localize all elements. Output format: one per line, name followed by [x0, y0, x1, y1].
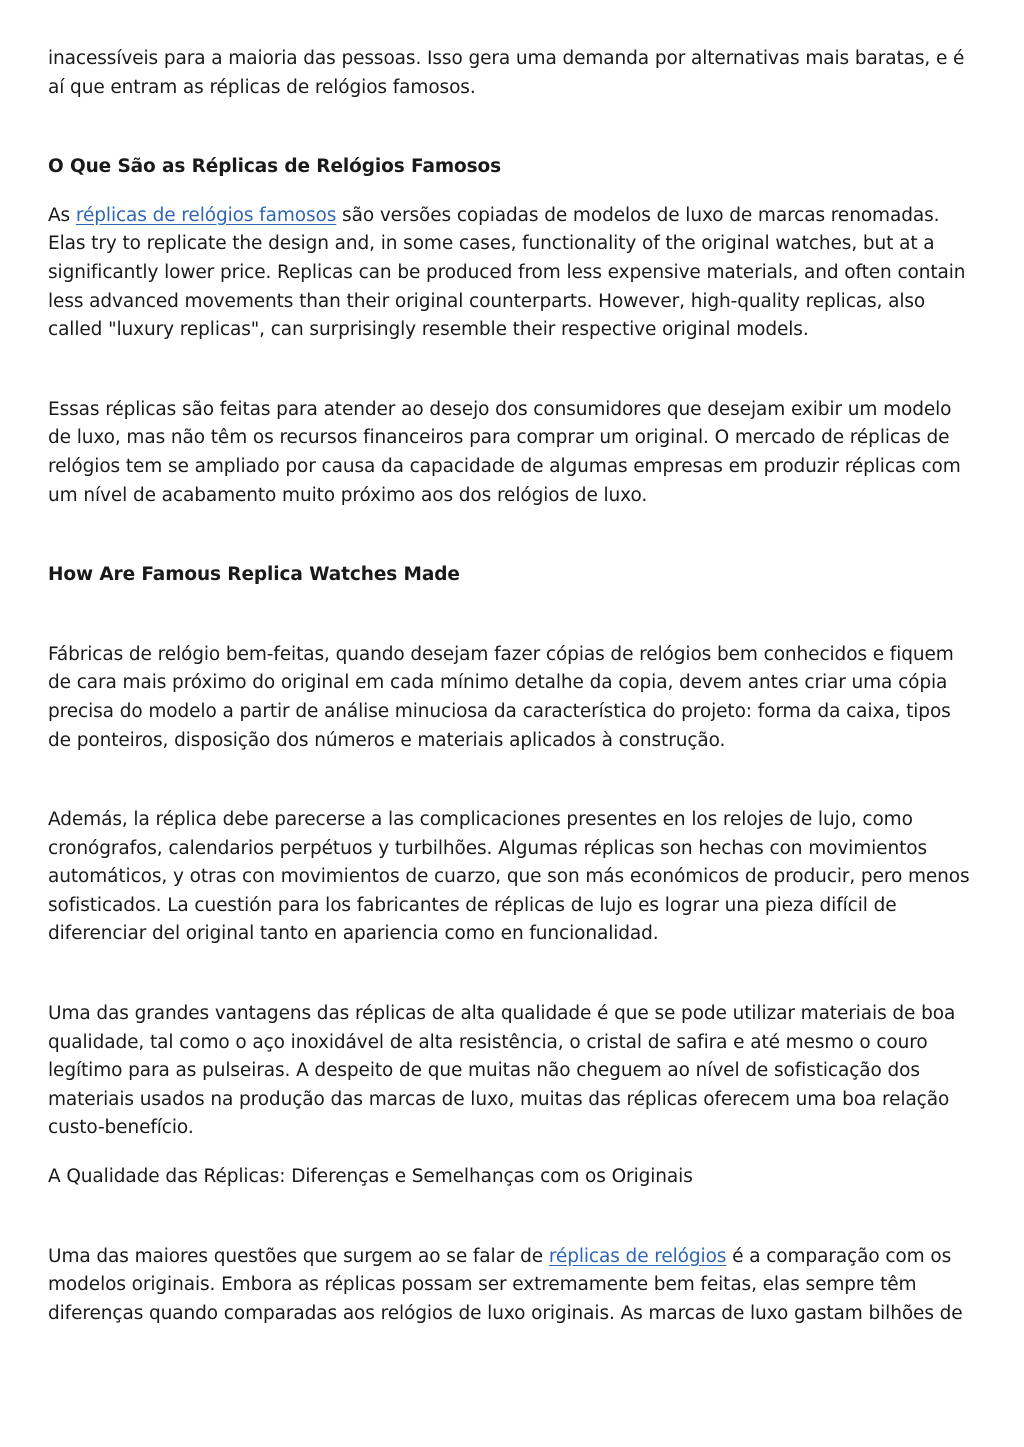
paragraph-replicas-demand: Essas réplicas são feitas para atender ao desejo dos consumidores que desejam exibir um modelo de luxo, mas não têm os recursos financeiros para comprar um original. O mercado de réplicas de relógios tem se ampliado por causa da capacidade de algumas empresas em produzir réplicas com um nível de acabamento muito próximo aos dos relógios de luxo.: [48, 398, 961, 506]
paragraph-replicas-definition: [48, 202, 976, 345]
paragraph-complications: Además, la réplica debe parecerse a las complicaciones presentes en los relojes de lujo, como cronógrafos, calendarios perpétuos y turbilhões. Algumas réplicas son hechas con movimientos automáticos, y otras con movimientos de cuarzo, que son más económicos de producir, pero menos sofisticados. La cuestión para los fabricantes de réplicas de lujo es lograr una pieza difícil de diferenciar del original tanto en apariencia como en funcionalidad.: [48, 809, 970, 945]
paragraph-text: são versões copiadas de modelos de luxo de marcas renomadas. Elas try to replicate the design and, in some cases, functionality of the original watches, but at a significantly lower price. Replicas can be produced from less expensive materials, and often contain less advanced movements than their original counterparts. However, high-quality replicas, also called "luxury replicas", can surprisingly resemble their respective original models.: [48, 204, 966, 341]
paragraph-text: é a comparação com os modelos originais. Embora as réplicas possam ser extremamente bem feitas, elas sempre têm diferenças quando comparadas aos relógios de luxo originais. As marcas de luxo gastam bilhões de: [48, 1245, 963, 1324]
subheading-quality: A Qualidade das Réplicas: Diferenças e Semelhanças com os Originais: [48, 1166, 693, 1188]
paragraph-comparison: [48, 1243, 976, 1329]
paragraph-text: Uma das maiores questões que surgem ao se falar de: [48, 1245, 549, 1267]
paragraph-factories: Fábricas de relógio bem-feitas, quando desejam fazer cópias de relógios bem conhecidos e fiquem de cara mais próximo do original em cada mínimo detalhe da copia, devem antes criar uma cópia precisa do modelo a partir de análise minuciosa da característica do projeto: forma da caixa, tipos de ponteiros, disposição dos números e materiais aplicados à construção.: [48, 643, 954, 751]
paragraph-text: As: [48, 204, 76, 226]
paragraph-materials: Uma das grandes vantagens das réplicas de alta qualidade é que se pode utilizar materiais de boa qualidade, tal como o aço inoxidável de alta resistência, o cristal de safira e até mesmo o couro legítimo para as pulseiras. A despeito de que muitas não cheguem ao nível de sofisticação dos materiais usados na produção das marcas de luxo, muitas das réplicas oferecem uma boa relação custo-benefício.: [48, 1003, 956, 1139]
section-heading-what-are-replicas: O Que São as Réplicas de Relógios Famosos: [48, 156, 502, 178]
link-replicas-famous-watches[interactable]: réplicas de relógios famosos: [75, 204, 337, 226]
section-heading-how-made: How Are Famous Replica Watches Made: [48, 564, 460, 586]
link-replicas-watches[interactable]: réplicas de relógios: [548, 1245, 727, 1267]
intro-paragraph: inacessíveis para a maioria das pessoas. Isso gera uma demanda por alternativas mais baratas, e é aí que entram as réplicas de relógios famosos.: [48, 48, 965, 98]
